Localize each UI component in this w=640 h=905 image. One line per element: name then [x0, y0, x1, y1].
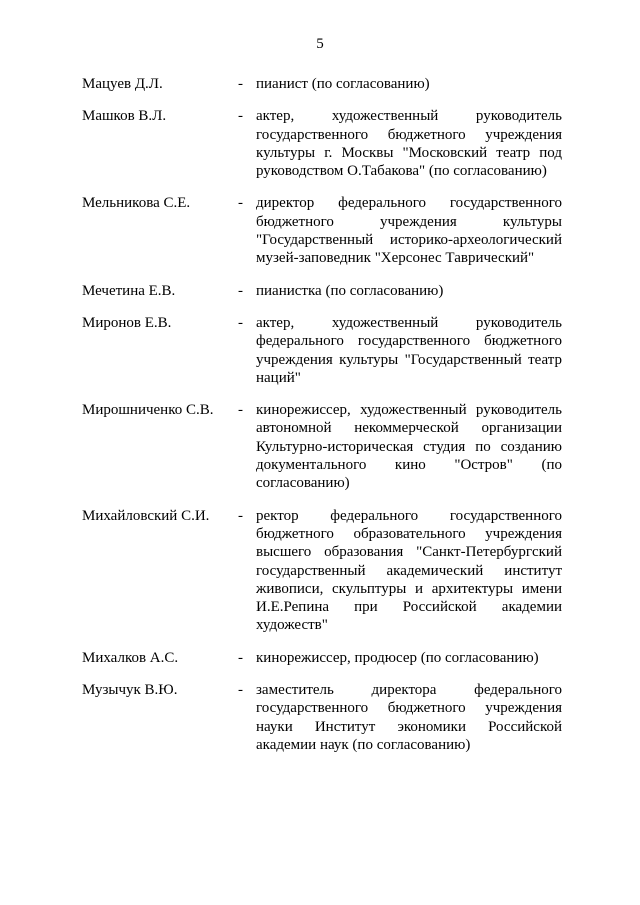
dash-separator: -: [238, 402, 243, 419]
list-item: [82, 282, 562, 300]
dash-separator: -: [238, 682, 243, 699]
member-name: Миронов Е.В.: [82, 314, 172, 331]
member-description: заместитель директора федерального государственного бюджетного учреждения науки Институт экономики Российской академии наук (по согласованию): [256, 682, 562, 753]
dash-separator: -: [238, 282, 243, 299]
list-item: [82, 401, 562, 492]
member-name: Мирошниченко С.В.: [82, 402, 214, 419]
member-description: актер, художественный руководитель государственного бюджетного учреждения культуры г. Москвы "Московский театр под руководством О.Табакова" (по согласованию): [256, 108, 562, 180]
dash-separator: -: [238, 649, 243, 666]
page-number: 5: [316, 36, 324, 52]
member-name: Михайловский С.И.: [82, 507, 210, 524]
member-name: Мельникова С.Е.: [82, 195, 191, 212]
member-description: директор федерального государственного бюджетного учреждения культуры "Государственный историко-археологический музей-заповедник "Херсонес Таврический": [256, 195, 562, 267]
dash-separator: -: [238, 314, 243, 331]
member-name: Машков В.Л.: [82, 108, 167, 125]
member-name: Музычук В.Ю.: [82, 682, 178, 699]
member-description: актер, художественный руководитель федерального государственного бюджетного учреждения культуры "Государственный театр наций": [256, 314, 562, 386]
member-description: пианистка (по согласованию): [256, 282, 444, 299]
member-description: кинорежиссер, продюсер (по согласованию): [256, 649, 539, 666]
list-item: [82, 681, 562, 754]
member-name: Михалков А.С.: [82, 649, 179, 666]
dash-separator: -: [238, 507, 243, 524]
list-item: [82, 649, 562, 667]
member-name: Мечетина Е.В.: [82, 282, 176, 299]
list-item: [82, 314, 562, 387]
dash-separator: -: [238, 76, 243, 92]
member-list: [82, 75, 562, 754]
list-item: [82, 107, 562, 180]
list-item: [82, 507, 562, 635]
dash-separator: -: [238, 108, 243, 125]
dash-separator: -: [238, 195, 243, 212]
list-item: [82, 194, 562, 267]
member-description: пианист (по согласованию): [256, 76, 430, 92]
member-description: ректор федерального государственного бюджетного образовательного учреждения высшего образования "Санкт-Петербургский государственный академический институт живописи, скульптуры и архитектуры имени И.Е.Репина при Российской академии художеств": [256, 507, 562, 634]
member-name: Мацуев Д.Л.: [82, 76, 163, 92]
member-description: кинорежиссер, художественный руководитель автономной некоммерческой организации Культурно-историческая студия по созданию документального кино "Остров" (по согласованию): [256, 402, 562, 492]
list-item: [82, 75, 562, 93]
